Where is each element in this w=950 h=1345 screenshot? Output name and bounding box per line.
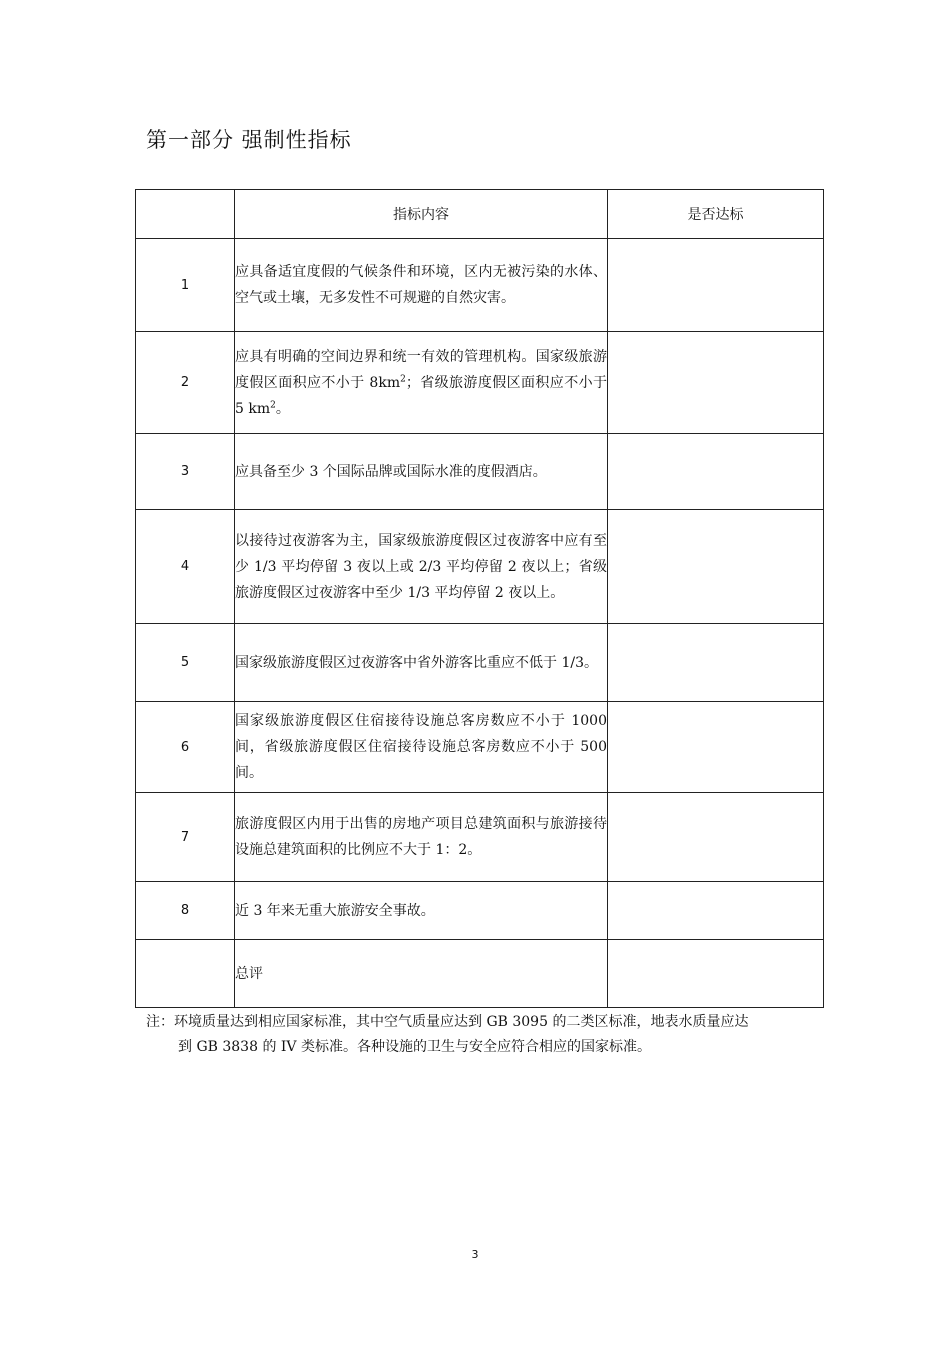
row-status bbox=[608, 332, 824, 434]
section-title: 第一部分 强制性指标 bbox=[146, 128, 352, 152]
row-number: 7 bbox=[136, 793, 235, 882]
row-status bbox=[608, 624, 824, 702]
row-status bbox=[608, 940, 824, 1008]
row-status bbox=[608, 434, 824, 510]
table-row-summary bbox=[136, 940, 824, 1008]
row-content: 应具备适宜度假的气候条件和环境，区内无被污染的水体、空气或土壤，无多发性不可规避的自然灾害。 bbox=[235, 239, 608, 332]
table-row bbox=[136, 624, 824, 702]
header-number bbox=[136, 190, 235, 239]
table-row bbox=[136, 434, 824, 510]
table-row bbox=[136, 332, 824, 434]
row-status bbox=[608, 882, 824, 940]
row-status bbox=[608, 239, 824, 332]
row-content: 应具备至少 3 个国际品牌或国际水准的度假酒店。 bbox=[235, 434, 608, 510]
row-number: 4 bbox=[136, 510, 235, 624]
row-content: 以接待过夜游客为主，国家级旅游度假区过夜游客中应有至少 1/3 平均停留 3 夜以上或 2/3 平均停留 2 夜以上；省级旅游度假区过夜游客中至少 1/3 平均停留 2 夜以上。 bbox=[235, 510, 608, 624]
row-number bbox=[136, 940, 235, 1008]
row-status bbox=[608, 702, 824, 793]
row-content: 旅游度假区内用于出售的房地产项目总建筑面积与旅游接待设施总建筑面积的比例应不大于 1：2。 bbox=[235, 793, 608, 882]
page-number: 3 bbox=[471, 1248, 479, 1261]
header-content: 指标内容 bbox=[235, 190, 608, 239]
row-content: 应具有明确的空间边界和统一有效的管理机构。国家级旅游度假区面积应不小于 $8km^2$；省级旅游度假区面积应不小于 5 $km^2$。 bbox=[235, 332, 608, 434]
row-content: 国家级旅游度假区过夜游客中省外游客比重应不低于 1/3。 bbox=[235, 624, 608, 702]
table-row bbox=[136, 510, 824, 624]
row-content: 近 3 年来无重大旅游安全事故。 bbox=[235, 882, 608, 940]
footnote bbox=[146, 1010, 816, 1060]
row-content: 国家级旅游度假区住宿接待设施总客房数应不小于 1000 间，省级旅游度假区住宿接待设施总客房数应不小于 500 间。 bbox=[235, 702, 608, 793]
row-number: 6 bbox=[136, 702, 235, 793]
header-status: 是否达标 bbox=[608, 190, 824, 239]
row-number: 5 bbox=[136, 624, 235, 702]
table-row bbox=[136, 882, 824, 940]
row-number: 2 bbox=[136, 332, 235, 434]
table-row bbox=[136, 239, 824, 332]
row-number: 3 bbox=[136, 434, 235, 510]
row-number: 1 bbox=[136, 239, 235, 332]
row-number: 8 bbox=[136, 882, 235, 940]
summary-label: 总评 bbox=[235, 940, 608, 1008]
criteria-table bbox=[135, 189, 824, 1008]
footnote-line-1: 注：环境质量达到相应国家标准，其中空气质量应达到 GB 3095 的二类区标准，地表水质量应达 bbox=[146, 1014, 749, 1030]
row-status bbox=[608, 793, 824, 882]
table-row bbox=[136, 793, 824, 882]
footnote-line-2: 到 GB 3838 的 IV 类标准。各种设施的卫生与安全应符合相应的国家标准。 bbox=[178, 1039, 651, 1055]
table-row bbox=[136, 702, 824, 793]
row-status bbox=[608, 510, 824, 624]
table-header-row bbox=[136, 190, 824, 239]
